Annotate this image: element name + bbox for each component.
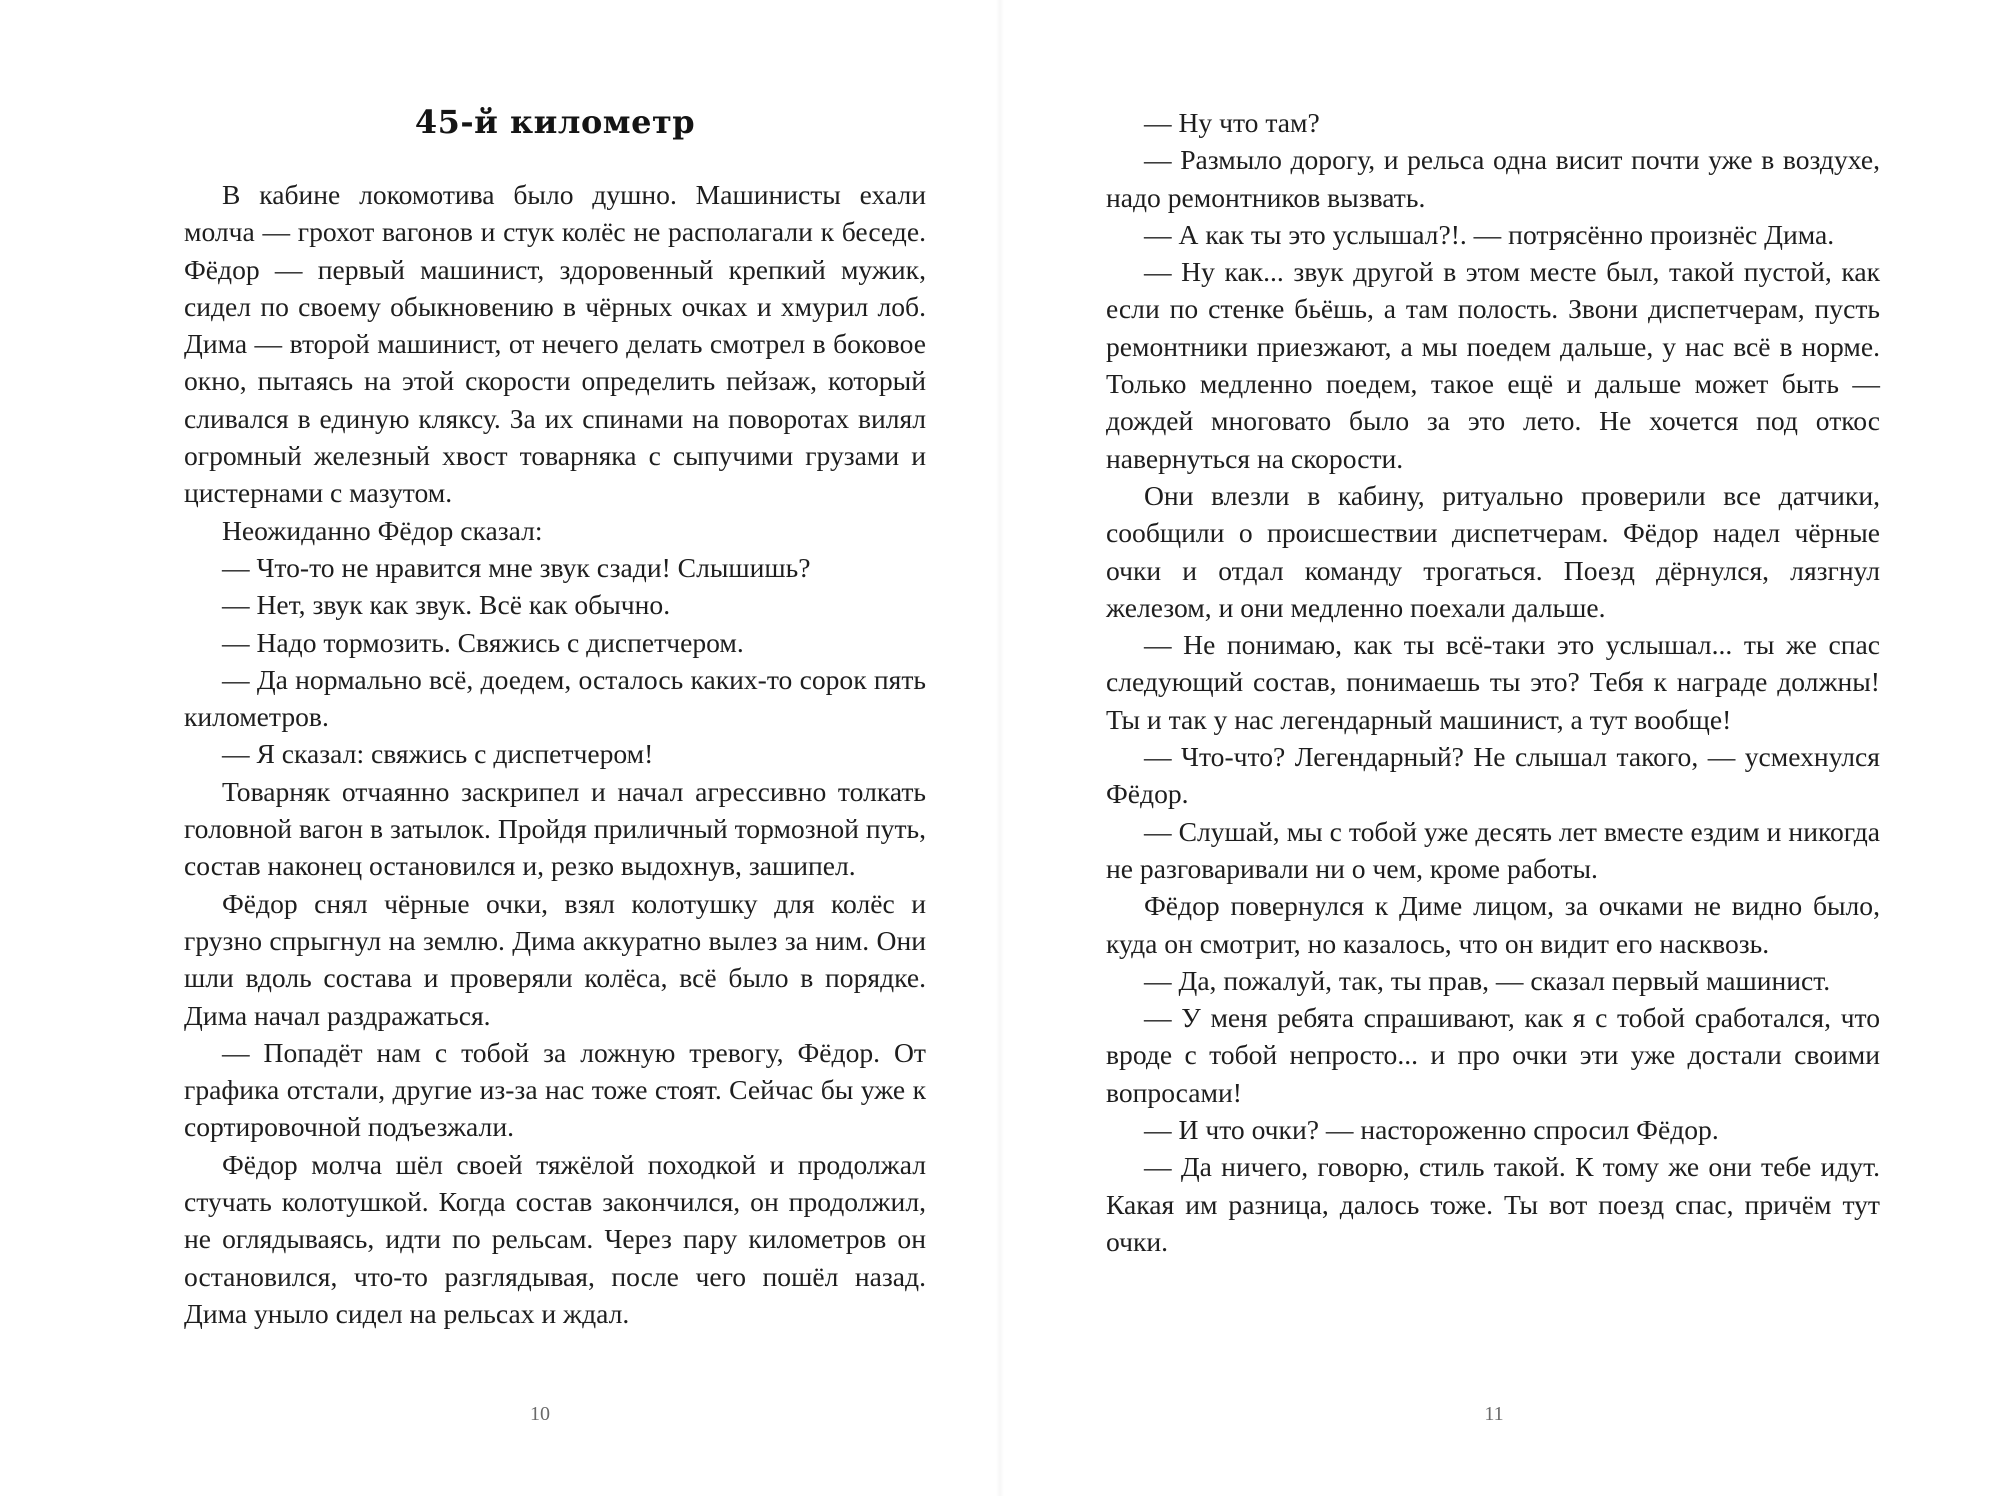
paragraph: — Попадёт нам с тобой за ложную тревогу, Фёдор. От графика отстали, другие из-за нас тоже стоят. Сейчас бы уже к сортировочной подъезжали.: [184, 1036, 926, 1143]
paragraph: Фёдор снял чёрные очки, взял колотушку для колёс и грузно спрыгнул на землю. Дима аккуратно вылез за ним. Они шли вдоль состава и проверяли колёса, всё было в порядке. Дима начал раздражаться.: [184, 887, 926, 1031]
right-page-text: [1106, 104, 1880, 1260]
paragraph: — Надо тормозить. Свяжись с диспетчером.: [222, 626, 744, 658]
paragraph: — Что-то не нравится мне звук сзади! Слышишь?: [222, 551, 811, 583]
chapter-title: 45-й километр: [414, 103, 696, 141]
right-page: [1000, 0, 2000, 1496]
paragraph: — Я сказал: свяжись с диспетчером!: [222, 738, 654, 770]
paragraph: — У меня ребята спрашивают, как я с тобой сработался, что вроде с тобой непросто... и про очки эти уже достали своими вопросами!: [1106, 1002, 1880, 1108]
paragraph: Неожиданно Фёдор сказал:: [222, 514, 543, 546]
page-number: 11: [1484, 1403, 1504, 1425]
paragraph: — Да, пожалуй, так, ты прав, — сказал первый машинист.: [1144, 964, 1831, 996]
paragraph: — Слушай, мы с тобой уже десять лет вместе ездим и никогда не разговаривали ни о чем, кроме работы.: [1106, 815, 1880, 884]
left-page-text: [184, 176, 926, 1332]
paragraph: — А как ты это услышал?!. — потрясённо произнёс Дима.: [1144, 218, 1835, 250]
paragraph: Они влезли в кабину, ритуально проверили все датчики, сообщили о происшествии диспетчерам. Фёдор надел чёрные очки и отдал команду трогаться. Поезд дёрнулся, лязгнул железом, и они медленно поехали дальше.: [1106, 479, 1880, 623]
page-number: 10: [530, 1403, 550, 1425]
paragraph: Фёдор повернулся к Диме лицом, за очками не видно было, куда он смотрит, но казалось, что он видит его насквозь.: [1106, 890, 1880, 959]
paragraph: — Да ничего, говорю, стиль такой. К тому же они тебе идут. Какая им разница, далось тоже. Ты вот поезд спас, причём тут очки.: [1106, 1151, 1880, 1257]
paragraph: — Не понимаю, как ты всё-таки это услышал... ты же спас следующий состав, понимаешь ты это? Тебя к награде должны! Ты и так у нас легендарный машинист, а тут вообще!: [1106, 629, 1880, 735]
paragraph: — И что очки? — настороженно спросил Фёдор.: [1144, 1114, 1719, 1146]
paragraph: — Да нормально всё, доедем, осталось каких-то сорок пять километров.: [184, 663, 926, 733]
paragraph: Фёдор молча шёл своей тяжёлой походкой и продолжал стучать колотушкой. Когда состав закончился, он продолжил, не оглядываясь, идти по рельсам. Через пару километров он остановился, что-то разглядывая, после чего пошёл назад. Дима уныло сидел на рельсах и ждал.: [184, 1148, 926, 1329]
paragraph: — Ну что там?: [1144, 107, 1320, 138]
paragraph: — Что-что? Легендарный? Не слышал такого, — усмехнулся Фёдор.: [1106, 741, 1880, 810]
paragraph: — Нет, звук как звук. Всё как обычно.: [222, 589, 671, 621]
paragraph: — Размыло дорогу, и рельса одна висит почти уже в воздухе, надо ремонтников вызвать.: [1106, 144, 1880, 213]
paragraph: В кабине локомотива было душно. Машинисты ехали молча — грохот вагонов и стук колёс не располагали к беседе. Фёдор — первый машинист, здоровенный крепкий мужик, сидел по своему обыкновению в чёрных очках и хмурил лоб. Дима — второй машинист, от нечего делать смотрел в боковое окно, пытаясь на этой скорости определить пейзаж, который сливался в единую кляксу. За их спинами на поворотах вилял огромный железный хвост товарняка с сыпучими грузами и цистернами с мазутом.: [184, 179, 926, 509]
paragraph: Товарняк отчаянно заскрипел и начал агрессивно толкать головной вагон в затылок. Пройдя приличный тормозной путь, состав наконец остановился и, резко выдохнув, зашипел.: [184, 775, 926, 882]
paragraph: — Ну как... звук другой в этом месте был, такой пустой, как если по стенке бьёшь, а там полость. Звони диспетчерам, пусть ремонтники приезжают, а мы поедем дальше, у нас всё в норме. Только медленно поедем, такое ещё и дальше может быть — дождей многовато было за это лето. Не хочется под откос навернуться на скорости.: [1106, 256, 1880, 474]
